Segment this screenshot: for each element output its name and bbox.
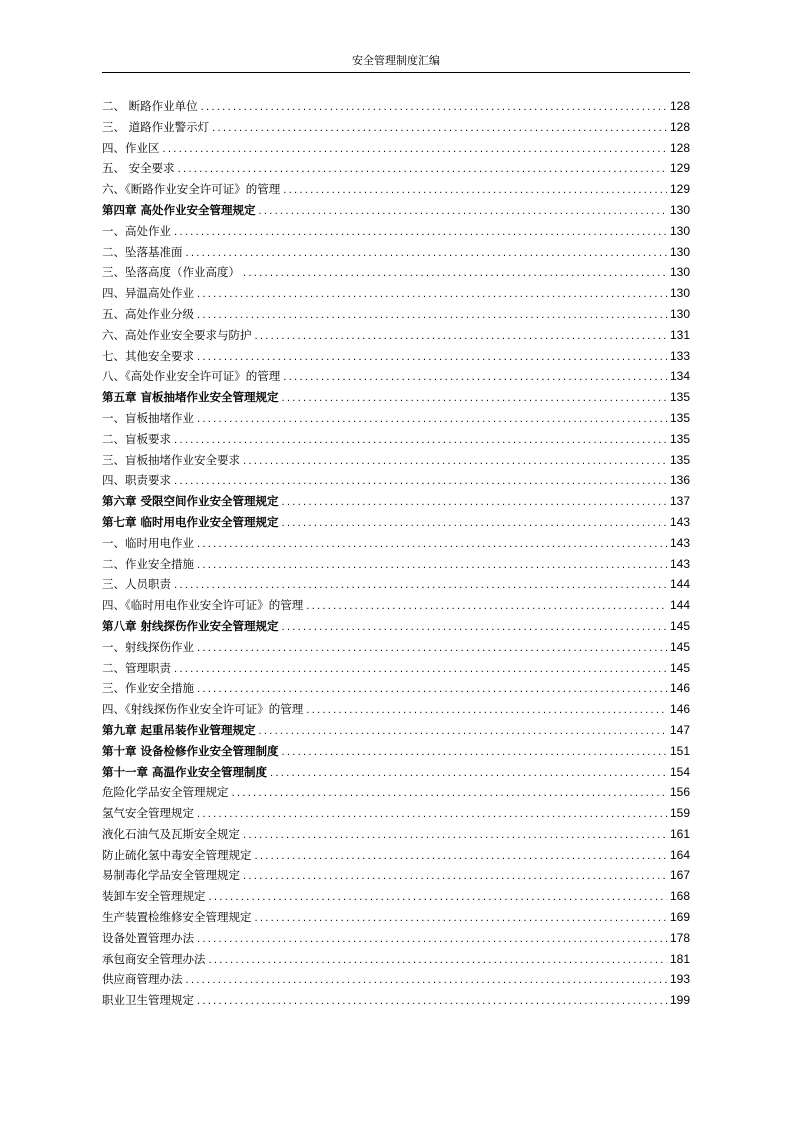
- toc-entry[interactable]: [102, 429, 690, 450]
- toc-page-number: 156: [669, 785, 690, 800]
- toc-entry[interactable]: [102, 470, 690, 491]
- toc-page-number: 146: [669, 702, 690, 717]
- dot-leader: [259, 202, 667, 223]
- toc-page-number: 147: [669, 722, 690, 737]
- toc-entry[interactable]: [102, 408, 690, 429]
- toc-entry[interactable]: [102, 865, 690, 886]
- toc-page-number: 130: [669, 244, 690, 259]
- dot-leader: [197, 680, 667, 701]
- dot-leader: [255, 327, 667, 348]
- toc-page-number: 167: [669, 868, 690, 883]
- toc-entry-label: 二、盲板要求: [102, 431, 171, 446]
- toc-entry[interactable]: [102, 595, 690, 616]
- toc-entry[interactable]: [102, 242, 690, 263]
- toc-entry[interactable]: [102, 928, 690, 949]
- toc-page-number: 129: [669, 161, 690, 176]
- dot-leader: [197, 556, 667, 577]
- toc-entry[interactable]: [102, 803, 690, 824]
- toc-entry-label: 二、作业安全措施: [102, 556, 194, 571]
- dot-leader: [178, 160, 667, 181]
- toc-page-number: 133: [669, 348, 690, 363]
- toc-page-number: 145: [669, 639, 690, 654]
- toc-entry-label: 第六章 受限空间作业安全管理规定: [102, 494, 279, 509]
- toc-page-number: 137: [669, 494, 690, 509]
- toc-page-number: 135: [669, 390, 690, 405]
- toc-entry[interactable]: [102, 117, 690, 138]
- toc-entry-label: 一、射线探伤作业: [102, 639, 194, 654]
- dot-leader: [197, 930, 667, 951]
- toc-entry[interactable]: [102, 96, 690, 117]
- toc-entry-label: 四、作业区: [102, 140, 160, 155]
- dot-leader: [243, 264, 667, 285]
- toc-entry-label: 第八章 射线探伤作业安全管理规定: [102, 618, 279, 633]
- toc-page-number: 130: [669, 306, 690, 321]
- toc-page-number: 151: [669, 743, 690, 758]
- toc-page-number: 143: [669, 535, 690, 550]
- toc-page-number: 161: [669, 826, 690, 841]
- dot-leader: [270, 764, 667, 785]
- dot-leader: [197, 805, 667, 826]
- dot-leader: [282, 389, 667, 410]
- toc-chapter-entry[interactable]: [102, 741, 690, 762]
- toc-entry-label: 第四章 高处作业安全管理规定: [102, 202, 256, 217]
- toc-entry-label: 承包商安全管理办法: [102, 951, 206, 966]
- toc-page-number: 144: [669, 577, 690, 592]
- toc-page-number: 130: [669, 286, 690, 301]
- toc-page-number: 178: [669, 930, 690, 945]
- dot-leader: [197, 285, 667, 306]
- toc-entry[interactable]: [102, 824, 690, 845]
- toc-entry-label: 易制毒化学品安全管理规定: [102, 868, 240, 883]
- toc-entry-label: 二、 断路作业单位: [102, 99, 198, 113]
- dot-leader: [306, 701, 667, 722]
- toc-page-number: 128: [669, 140, 690, 155]
- toc-entry-label: 第九章 起重吊装作业管理规定: [102, 722, 256, 737]
- toc-chapter-entry[interactable]: [102, 762, 690, 783]
- toc-entry[interactable]: [102, 262, 690, 283]
- toc-entry-label: 第十章 设备检修作业安全管理制度: [102, 743, 279, 758]
- toc-entry-label: 防止硫化氢中毒安全管理规定: [102, 847, 252, 862]
- toc-chapter-entry[interactable]: [102, 200, 690, 221]
- toc-page-number: 168: [669, 889, 690, 904]
- dot-leader: [283, 368, 667, 389]
- dot-leader: [283, 181, 667, 202]
- toc-entry-label: 六、《断路作业安全许可证》的管理: [102, 182, 281, 197]
- toc-entry-label: 一、盲板抽堵作业: [102, 410, 194, 425]
- toc-entry-label: 六、高处作业安全要求与防护: [102, 327, 252, 342]
- toc-page-number: 128: [669, 99, 690, 113]
- toc-entry-label: 职业卫生管理规定: [102, 993, 194, 1008]
- dot-leader: [174, 431, 667, 452]
- toc-entry[interactable]: [102, 574, 690, 595]
- toc-entry-label: 氢气安全管理规定: [102, 806, 194, 821]
- toc-entry[interactable]: [102, 179, 690, 200]
- dot-leader: [282, 493, 667, 514]
- dot-leader: [209, 888, 667, 909]
- toc-entry[interactable]: [102, 346, 690, 367]
- toc-page-number: 145: [669, 618, 690, 633]
- page-header-title: 安全管理制度汇编: [352, 54, 440, 67]
- toc-entry[interactable]: [102, 158, 690, 179]
- dot-leader: [212, 119, 667, 140]
- dot-leader: [209, 951, 667, 972]
- toc-page-number: 130: [669, 202, 690, 217]
- toc-entry[interactable]: [102, 637, 690, 658]
- toc-entry-label: 第十一章 高温作业安全管理制度: [102, 764, 268, 779]
- toc-page-number: 159: [669, 806, 690, 821]
- dot-leader: [174, 660, 667, 681]
- toc-entry[interactable]: [102, 533, 690, 554]
- toc-page-number: 143: [669, 514, 690, 529]
- toc-entry-label: 生产装置检维修安全管理规定: [102, 910, 252, 925]
- toc-entry-label: 三、作业安全措施: [102, 681, 194, 696]
- toc-entry-label: 四、异温高处作业: [102, 286, 194, 301]
- toc-page-number: 130: [669, 223, 690, 238]
- toc-page-number: 154: [669, 764, 690, 779]
- toc-entry[interactable]: [102, 845, 690, 866]
- toc-page-number: 193: [669, 972, 690, 987]
- toc-entry-label: 液化石油气及瓦斯安全规定: [102, 826, 240, 841]
- toc-entry-label: 装卸车安全管理规定: [102, 889, 206, 904]
- toc-page-number: 145: [669, 660, 690, 675]
- toc-page-number: 144: [669, 598, 690, 613]
- toc-page-number: 135: [669, 452, 690, 467]
- toc-page-number: 136: [669, 473, 690, 488]
- toc-entry-label: 危险化学品安全管理规定: [102, 785, 229, 800]
- toc-page-number: 164: [669, 847, 690, 862]
- toc-entry[interactable]: [102, 699, 690, 720]
- toc-page-number: 181: [669, 951, 690, 966]
- toc-entry-label: 四、《射线探伤作业安全许可证》的管理: [102, 702, 304, 717]
- toc-page-number: 143: [669, 556, 690, 571]
- toc-chapter-entry[interactable]: [102, 616, 690, 637]
- toc-page-number: 134: [669, 369, 690, 384]
- toc-entry-label: 三、盲板抽堵作业安全要求: [102, 452, 240, 467]
- dot-leader: [255, 909, 667, 930]
- toc-entry-label: 三、坠落高度（作业高度）: [102, 265, 240, 280]
- toc-entry[interactable]: [102, 450, 690, 471]
- dot-leader: [282, 618, 667, 639]
- toc-entry-label: 二、管理职责: [102, 660, 171, 675]
- toc-page-number: 199: [669, 993, 690, 1008]
- toc-entry-label: 四、《临时用电作业安全许可证》的管理: [102, 598, 304, 613]
- toc-entry-label: 设备处置管理办法: [102, 930, 194, 945]
- toc-entry[interactable]: [102, 907, 690, 928]
- toc-entry[interactable]: [102, 138, 690, 159]
- toc-entry-label: 七、其他安全要求: [102, 348, 194, 363]
- dot-leader: [197, 410, 667, 431]
- toc-chapter-entry[interactable]: [102, 720, 690, 741]
- dot-leader: [186, 244, 667, 265]
- toc-entry[interactable]: [102, 304, 690, 325]
- toc-entry[interactable]: [102, 366, 690, 387]
- dot-leader: [232, 784, 667, 805]
- dot-leader: [174, 472, 667, 493]
- toc-entry[interactable]: [102, 678, 690, 699]
- dot-leader: [243, 826, 667, 847]
- dot-leader: [197, 639, 667, 660]
- toc-entry-label: 供应商管理办法: [102, 972, 183, 987]
- dot-leader: [306, 597, 667, 618]
- toc-entry[interactable]: [102, 325, 690, 346]
- toc-entry-label: 二、坠落基准面: [102, 244, 183, 259]
- dot-leader: [197, 992, 667, 1013]
- toc-entry[interactable]: [102, 949, 690, 970]
- toc-entry-label: 第五章 盲板抽堵作业安全管理规定: [102, 390, 279, 405]
- dot-leader: [197, 306, 667, 327]
- toc-page-number: 130: [669, 265, 690, 280]
- toc-entry-label: 第七章 临时用电作业安全管理规定: [102, 514, 279, 529]
- dot-leader: [197, 348, 667, 369]
- toc-entry-label: 四、职责要求: [102, 473, 171, 488]
- dot-leader: [243, 867, 667, 888]
- dot-leader: [201, 98, 667, 119]
- toc-entry-label: 八、《高处作业安全许可证》的管理: [102, 369, 281, 384]
- toc-entry-label: 三、 道路作业警示灯: [102, 119, 210, 134]
- dot-leader: [197, 535, 667, 556]
- toc-entry[interactable]: [102, 554, 690, 575]
- toc-entry-label: 五、 安全要求: [102, 161, 175, 176]
- dot-leader: [174, 576, 667, 597]
- toc-page-number: 135: [669, 431, 690, 446]
- toc-entry-label: 一、高处作业: [102, 223, 171, 238]
- toc-entry-label: 五、高处作业分级: [102, 306, 194, 321]
- toc-page-number: 129: [669, 182, 690, 197]
- toc-entry[interactable]: [102, 990, 690, 1011]
- toc-entry-label: 一、临时用电作业: [102, 535, 194, 550]
- toc-page-number: 169: [669, 910, 690, 925]
- dot-leader: [163, 140, 667, 161]
- dot-leader: [282, 743, 667, 764]
- toc-entry-label: 三、人员职责: [102, 577, 171, 592]
- dot-leader: [259, 722, 667, 743]
- dot-leader: [255, 847, 667, 868]
- toc-chapter-entry[interactable]: [102, 387, 690, 408]
- header-divider: [102, 72, 690, 73]
- dot-leader: [186, 971, 667, 992]
- toc-chapter-entry[interactable]: [102, 512, 690, 533]
- toc-entry[interactable]: [102, 886, 690, 907]
- toc-page-number: 128: [669, 119, 690, 134]
- toc-page-number: 146: [669, 681, 690, 696]
- dot-leader: [282, 514, 667, 535]
- toc-entry[interactable]: [102, 658, 690, 679]
- table-of-contents: [102, 96, 690, 1011]
- dot-leader: [243, 452, 667, 473]
- toc-entry[interactable]: [102, 782, 690, 803]
- toc-entry[interactable]: [102, 969, 690, 990]
- toc-page-number: 131: [669, 327, 690, 342]
- toc-chapter-entry[interactable]: [102, 491, 690, 512]
- dot-leader: [174, 223, 667, 244]
- toc-entry[interactable]: [102, 283, 690, 304]
- toc-page-number: 135: [669, 410, 690, 425]
- toc-entry[interactable]: [102, 221, 690, 242]
